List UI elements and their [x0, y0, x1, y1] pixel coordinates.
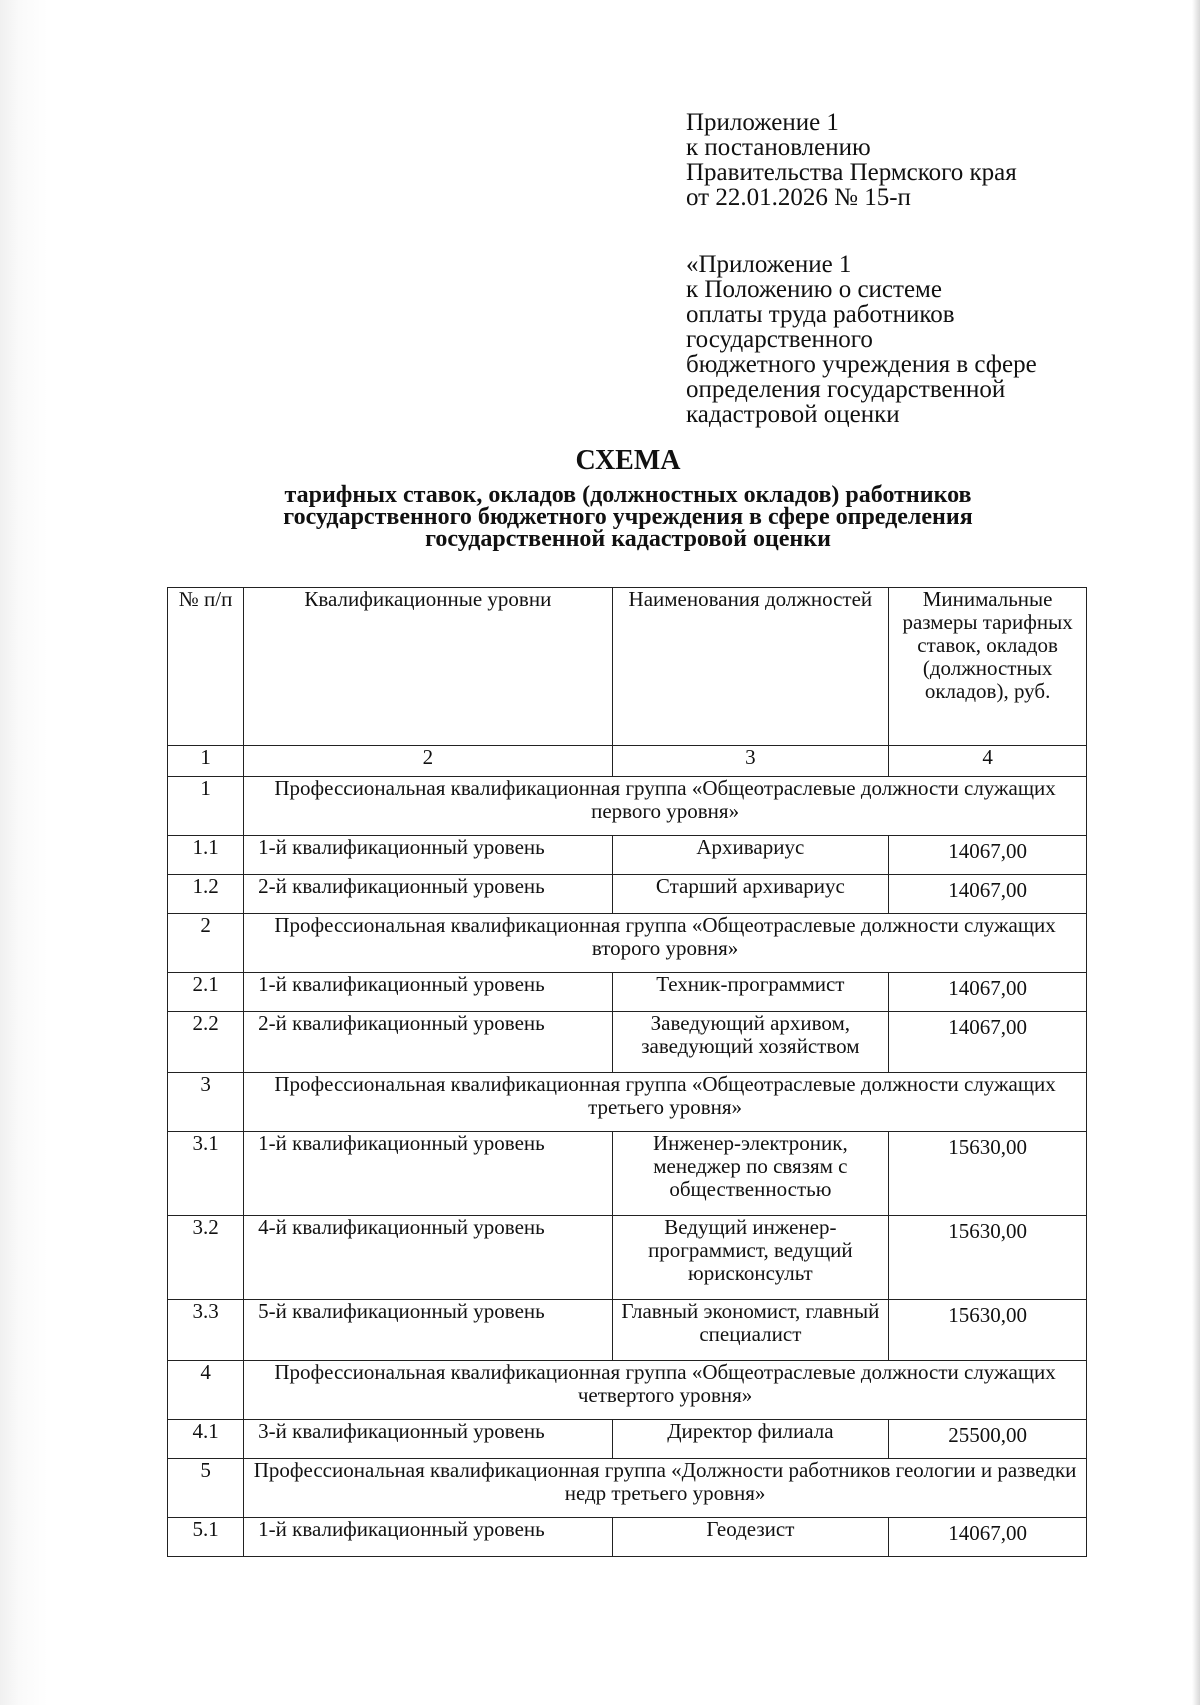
header-position-names: Наименования должностей — [612, 588, 889, 746]
table-row — [168, 1300, 1087, 1361]
row-number: 4.1 — [168, 1420, 244, 1459]
position-name: Главный экономист, главный специалист — [612, 1300, 889, 1361]
header-minimum-salary: Минимальные размеры тарифных ставок, окладов (должностных окладов), руб. — [889, 588, 1087, 746]
salary-value: 15630,00 — [889, 1216, 1087, 1300]
position-name: Геодезист — [612, 1518, 889, 1557]
group-number: 3 — [168, 1073, 244, 1132]
position-name: Инженер-электроник, менеджер по связям с общественностью — [612, 1132, 889, 1216]
salary-value: 14067,00 — [889, 973, 1087, 1012]
regulation-line: кадастровой оценки — [686, 401, 900, 428]
qualification-level: 5-й квалификационный уровень — [244, 1300, 612, 1361]
group-number: 4 — [168, 1361, 244, 1420]
qualification-level: 3-й квалификационный уровень — [244, 1420, 612, 1459]
regulation-line: оплаты труда работников — [686, 301, 955, 328]
salary-value: 15630,00 — [889, 1300, 1087, 1361]
table-row — [168, 836, 1087, 875]
group-number: 1 — [168, 777, 244, 836]
salary-value: 25500,00 — [889, 1420, 1087, 1459]
document-subtitle — [0, 484, 1200, 550]
table-header-row — [168, 588, 1087, 746]
group-row — [168, 1361, 1087, 1420]
document-title: СХЕМА — [575, 445, 681, 476]
row-number: 3.1 — [168, 1132, 244, 1216]
regulation-line: государственного — [686, 326, 873, 353]
qualification-level: 4-й квалификационный уровень — [244, 1216, 612, 1300]
position-name: Директор филиала — [612, 1420, 889, 1459]
group-number: 2 — [168, 914, 244, 973]
group-title: Профессиональная квалификационная группа «Общеотраслевые должности служащих первого уровня» — [244, 777, 1087, 836]
salary-value: 14067,00 — [889, 836, 1087, 875]
appendix-line: Приложение 1 — [686, 109, 839, 136]
regulation-line: «Приложение 1 — [686, 251, 852, 278]
table-row — [168, 1420, 1087, 1459]
group-title: Профессиональная квалификационная группа «Должности работников геологии и разведки недр третьего уровня» — [244, 1459, 1087, 1518]
position-name: Архивариус — [612, 836, 889, 875]
table-row — [168, 1518, 1087, 1557]
salary-value: 14067,00 — [889, 1012, 1087, 1073]
appendix-line: к постановлению — [686, 134, 871, 161]
row-number: 2.2 — [168, 1012, 244, 1073]
table-row — [168, 1132, 1087, 1216]
regulation-reference — [686, 252, 1037, 427]
qualification-level: 1-й квалификационный уровень — [244, 1518, 612, 1557]
appendix-line: от 22.01.2026 № 15-п — [686, 184, 911, 211]
column-number-row — [168, 746, 1087, 777]
group-title: Профессиональная квалификационная группа «Общеотраслевые должности служащих третьего уровня» — [244, 1073, 1087, 1132]
group-number: 5 — [168, 1459, 244, 1518]
salary-schema-table — [167, 587, 1087, 1557]
scan-edge-left — [0, 0, 48, 1705]
subtitle-line: государственной кадастровой оценки — [425, 526, 831, 552]
qualification-level: 2-й квалификационный уровень — [244, 1012, 612, 1073]
group-title: Профессиональная квалификационная группа «Общеотраслевые должности служащих второго уровня» — [244, 914, 1087, 973]
appendix-reference — [686, 110, 1017, 210]
subtitle-line: государственного бюджетного учреждения в сфере определения — [283, 504, 973, 530]
regulation-line: определения государственной — [686, 376, 1006, 403]
group-row — [168, 914, 1087, 973]
group-row — [168, 1459, 1087, 1518]
qualification-level: 1-й квалификационный уровень — [244, 973, 612, 1012]
regulation-line: к Положению о системе — [686, 276, 942, 303]
salary-value: 15630,00 — [889, 1132, 1087, 1216]
group-row — [168, 1073, 1087, 1132]
row-number: 5.1 — [168, 1518, 244, 1557]
table-row — [168, 875, 1087, 914]
salary-value: 14067,00 — [889, 1518, 1087, 1557]
column-number: 4 — [889, 746, 1087, 777]
group-title: Профессиональная квалификационная группа «Общеотраслевые должности служащих четвертого уровня» — [244, 1361, 1087, 1420]
regulation-line: бюджетного учреждения в сфере — [686, 351, 1037, 378]
column-number: 3 — [612, 746, 889, 777]
table-row — [168, 973, 1087, 1012]
table-row — [168, 1216, 1087, 1300]
row-number: 2.1 — [168, 973, 244, 1012]
qualification-level: 1-й квалификационный уровень — [244, 836, 612, 875]
position-name: Техник-программист — [612, 973, 889, 1012]
row-number: 3.2 — [168, 1216, 244, 1300]
qualification-level: 1-й квалификационный уровень — [244, 1132, 612, 1216]
row-number: 3.3 — [168, 1300, 244, 1361]
column-number: 1 — [168, 746, 244, 777]
position-name: Старший архивариус — [612, 875, 889, 914]
row-number: 1.1 — [168, 836, 244, 875]
subtitle-line: тарифных ставок, окладов (должностных окладов) работников — [284, 482, 972, 508]
column-number: 2 — [244, 746, 612, 777]
row-number: 1.2 — [168, 875, 244, 914]
group-row — [168, 777, 1087, 836]
appendix-line: Правительства Пермского края — [686, 159, 1017, 186]
header-qualification-levels: Квалификационные уровни — [244, 588, 612, 746]
scan-edge-right — [1192, 0, 1200, 1705]
table-row — [168, 1012, 1087, 1073]
position-name: Ведущий инженер-программист, ведущий юрисконсульт — [612, 1216, 889, 1300]
header-number: № п/п — [168, 588, 244, 746]
qualification-level: 2-й квалификационный уровень — [244, 875, 612, 914]
position-name: Заведующий архивом, заведующий хозяйством — [612, 1012, 889, 1073]
salary-value: 14067,00 — [889, 875, 1087, 914]
